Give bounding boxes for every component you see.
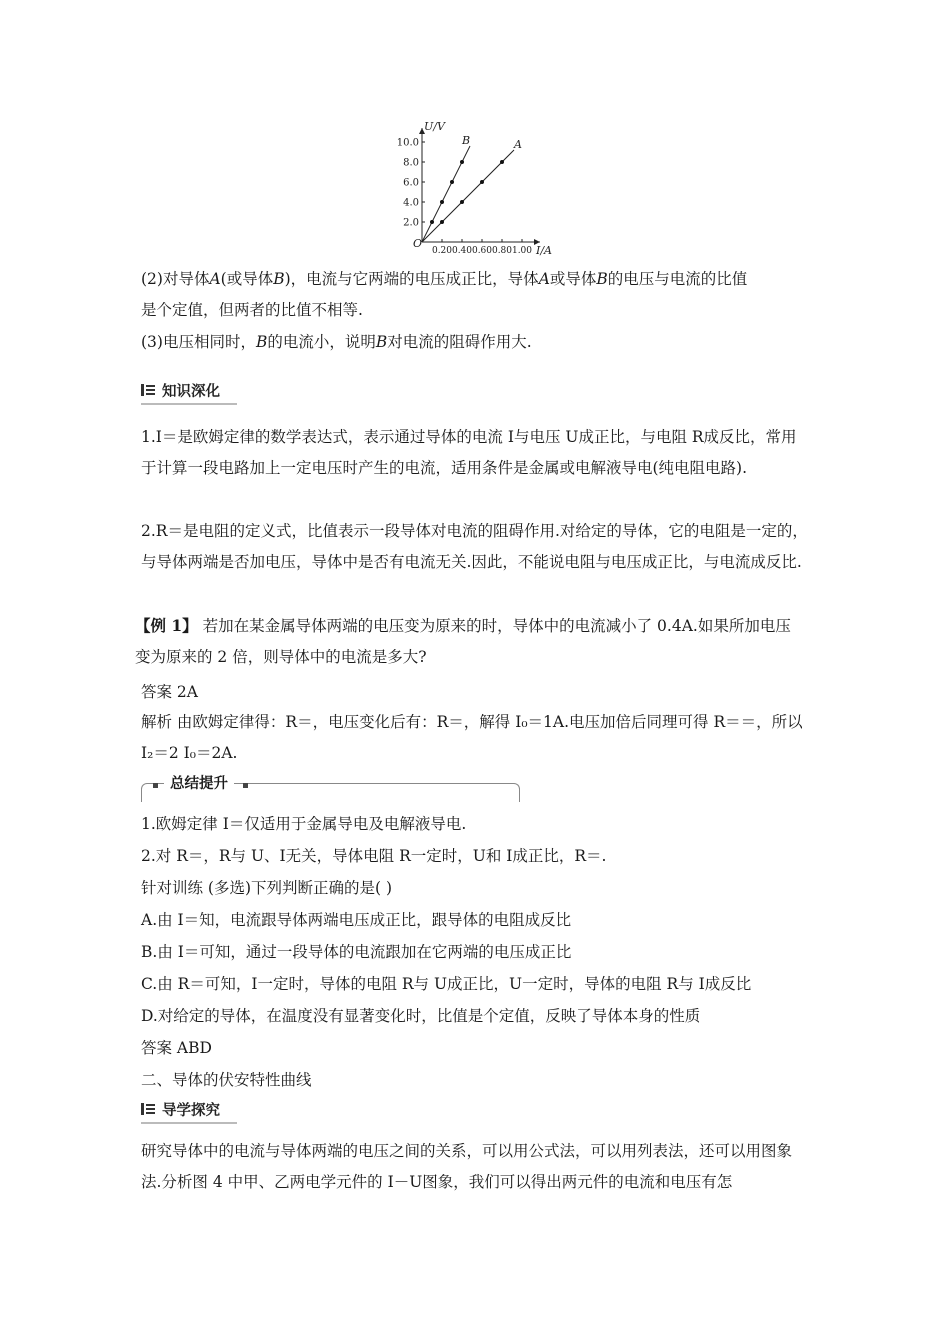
paragraph-3: (3)电压相同时，B的电流小，说明B对电流的阻碍作用大. [141,333,532,351]
series-label-A: A [514,138,522,151]
y-tick-label: 2.0 [403,217,419,229]
paragraph-2-line-2: 是个定值，但两者的比值不相等. [141,301,363,319]
section-title: 知识深化 [162,383,220,400]
section-list-icon [141,383,156,397]
example-1 [135,610,805,673]
y-axis-label: U/V [424,120,445,133]
x-axis-label: I/A [536,244,552,257]
data-point-A [440,220,444,224]
example-question: 若加在某金属导体两端的电压变为原来的时，导体中的电流减小了 0.4A.如果所加电压变为原来的 2 倍，则导体中的电流是多大? [135,617,791,666]
summary-title: 总结提升 [164,772,234,793]
analysis-1: 解析 由欧姆定律得：R＝，电压变化后有：R＝，解得 I₀＝1A.电压加倍后同理可得 R＝＝，所以 I₂＝2 I₀＝2A. [141,713,803,762]
knowledge-point-2: 2.R＝是电阻的定义式，比值表示一段导体对电流的阻碍作用.对给定的导体，它的电阻是一定的，与导体两端是否加电压，导体中是否有电流无关.因此，不能说电阻与电压成正比，与电流成反比. [141,522,808,571]
knowledge-point-1: 1.I＝是欧姆定律的数学表达式，表示通过导体的电流 I与电压 U成正比，与电阻 R成反比，常用于计算一段电路加上一定电压时产生的电流，适用条件是金属或电解液导电(纯电阻电路). [141,428,797,477]
training-question: 针对训练 (多选)下列判断正确的是( ) [141,879,393,897]
option-a: A.由 I＝知，电流跟导体两端电压成正比，跟导体的电阻成反比 [141,911,572,929]
data-point-B [430,220,434,224]
series-line-A [422,150,514,242]
section-title: 导学探究 [162,1102,220,1119]
summary-point-2: 2.对 R＝，R与 U、I无关，导体电阻 R一定时，U和 I成正比，R＝. [141,847,607,865]
data-point-A [500,160,504,164]
y-tick-label: 6.0 [403,177,419,189]
y-tick-label: 8.0 [403,157,419,169]
x-tick-label: 0.20 [431,246,453,256]
series-label-B: B [461,134,471,147]
section-list-icon [141,1102,156,1116]
summary-point-1: 1.欧姆定律 I＝仅适用于金属导电及电解液导电. [141,815,467,833]
section-underline [141,1122,237,1124]
answer-2: 答案 ABD [141,1039,212,1057]
origin-label: O [413,237,423,250]
y-tick-label: 4.0 [403,197,419,209]
data-point-A [480,180,484,184]
paragraph-2-line-1: (2)对导体A(或导体B)，电流与它两端的电压成正比，导体A或导体B的电压与电流的比值 [141,270,748,288]
heading-2: 二、导体的伏安特性曲线 [141,1071,312,1089]
option-c: C.由 R＝可知，I一定时，导体的电阻 R与 U成正比，U一定时，导体的电阻 R与 I成反比 [141,975,752,993]
data-point-B [450,180,454,184]
u-i-chart [380,118,552,260]
section-knowledge-deepening [141,379,220,401]
section-guided-inquiry [141,1098,220,1120]
intro-paragraph: 研究导体中的电流与导体两端的电压之间的关系，可以用公式法，可以用列表法，还可以用图象法.分析图 4 中甲、乙两电学元件的 I－U图象，我们可以得出两元件的电流和电压有怎 [141,1142,793,1191]
option-b: B.由 I＝可知，通过一段导体的电流跟加在它两端的电压成正比 [141,943,572,961]
answer-1: 答案 2A [141,683,198,701]
summary-decor-dot [153,783,158,788]
data-point-B [460,160,464,164]
data-point-A [460,200,464,204]
summary-decor-dot [243,783,248,788]
y-tick-label: 10.0 [396,137,419,149]
x-tick-label: 1.00 [511,246,533,256]
section-underline [141,403,237,405]
option-d: D.对给定的导体，在温度没有显著变化时，比值是个定值，反映了导体本身的性质 [141,1007,701,1025]
data-point-B [440,200,444,204]
x-tick-label: 0.40 [451,246,473,256]
x-tick-label: 0.80 [491,246,513,256]
x-tick-label: 0.60 [471,246,493,256]
example-tag: 【例 1】 [135,616,198,635]
